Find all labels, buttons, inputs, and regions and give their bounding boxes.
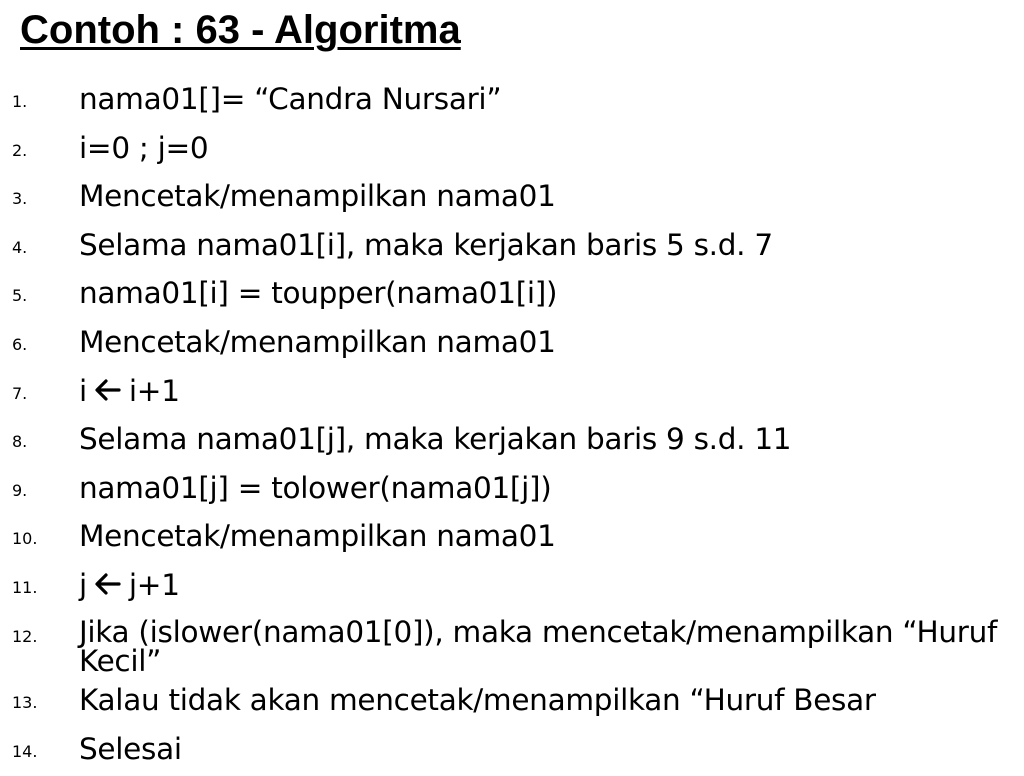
step-item: [0, 224, 1024, 269]
step-item: [0, 613, 1024, 676]
step-text: Selama nama01[i], maka kerjakan baris 5 s.d. 7: [79, 227, 773, 262]
step-text: [79, 370, 1024, 412]
step-text-after: i+1: [128, 373, 180, 408]
step-number: 2.: [12, 140, 28, 160]
step-item: [0, 127, 1024, 172]
algorithm-steps-list: [0, 78, 1024, 776]
step-item: [0, 272, 1024, 317]
step-number: 12.: [12, 626, 38, 646]
step-number: 3.: [12, 189, 28, 209]
step-number: 14.: [12, 741, 38, 761]
step-text: Jika (islower(nama01[0]), maka mencetak/menampilkan “Huruf Kecil”: [79, 614, 998, 678]
step-number: 4.: [12, 237, 28, 257]
step-text: Kalau tidak akan mencetak/menampilkan “Huruf Besar: [79, 683, 876, 718]
step-item: [0, 467, 1024, 512]
step-item: [0, 370, 1024, 415]
step-text: Selesai: [79, 731, 182, 766]
step-item: [0, 418, 1024, 463]
step-text-before: j: [79, 567, 87, 602]
step-item: [0, 515, 1024, 560]
step-item: [0, 78, 1024, 123]
left-arrow-icon: [93, 378, 121, 402]
step-number: 7.: [12, 383, 28, 403]
left-arrow-icon: [93, 572, 121, 596]
step-text: Mencetak/menampilkan nama01: [79, 519, 556, 554]
step-item: [0, 321, 1024, 366]
step-number: 1.: [12, 92, 28, 111]
step-item: [0, 175, 1024, 220]
step-text: nama01[]= “Candra Nursari”: [79, 82, 502, 116]
step-text: Selama nama01[j], maka kerjakan baris 9 s.d. 11: [79, 422, 792, 457]
slide-title: Contoh : 63 - Algoritma: [20, 8, 461, 52]
step-number: 10.: [12, 529, 38, 549]
step-item: [0, 679, 1024, 724]
step-number: 13.: [12, 693, 38, 713]
step-text: [79, 564, 1024, 606]
step-number: 8.: [12, 432, 28, 452]
step-number: 5.: [12, 286, 28, 306]
step-text: Mencetak/menampilkan nama01: [79, 179, 556, 214]
step-number: 6.: [12, 334, 28, 354]
step-number: 11.: [12, 577, 38, 597]
step-text: Mencetak/menampilkan nama01: [79, 324, 556, 359]
step-text: i=0 ; j=0: [79, 130, 209, 165]
step-text: nama01[j] = tolower(nama01[j]): [79, 470, 552, 505]
step-text-after: j+1: [128, 567, 180, 602]
step-text: nama01[i] = toupper(nama01[i]): [79, 276, 558, 311]
step-item: [0, 728, 1024, 773]
step-item: [0, 564, 1024, 609]
step-number: 9.: [12, 480, 28, 500]
step-text-before: i: [79, 373, 87, 408]
